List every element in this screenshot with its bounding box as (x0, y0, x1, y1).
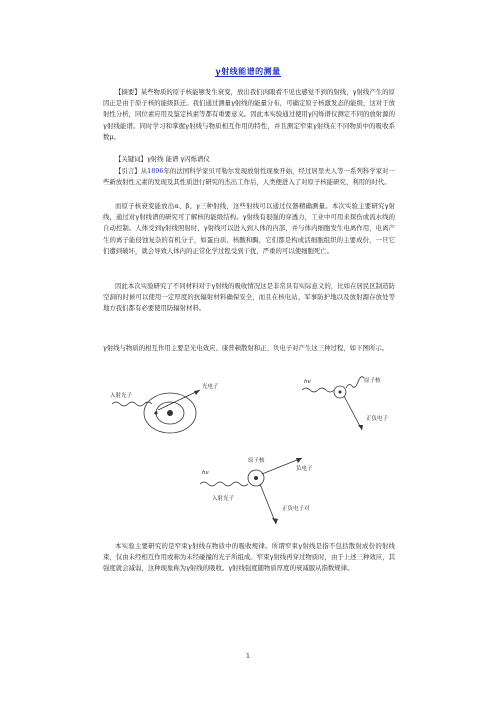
negative-electron-arrow (296, 458, 302, 463)
electron-dot (154, 411, 157, 414)
page-number: 1 (245, 652, 251, 660)
pair-production-diagram (196, 446, 326, 528)
absorption-paragraph: 本实验主要研究的是窄束γ射线在物质中的吸收规律。所谓窄束γ射线是指不包括散射成份的射线束，仅由未经相互作用或称为未经碰撞的光子所组成。窄束γ射线再穿过物质时，由于上述三种效应，其强度就会减弱，这种现象称为γ射线的吸收。γ射线强度随物质厚度的衰减服从指数规律。 (103, 542, 395, 573)
pair-incident-wave (200, 482, 248, 486)
intro-rest: 年的法国科学家贝可勒尔发现放射性现象开始，经过居里夫人等一系列科学家对一些新放射性元素的发现及其性质进行研究的杰出工作后，人类便进入了对原子核能研究、利用的时代。 (103, 167, 396, 187)
photoelectron-label: 光电子 (202, 384, 219, 390)
introduction-paragraph (103, 166, 395, 188)
positive-electron-path (260, 484, 276, 524)
rays-paragraph: 而原子核衰变能放出α、β、γ三种射线，这些射线可以通过仪器精确测量。本次实验主要研究γ射线，通过对γ射线谱的研究可了解核的能级结构。γ射线有很强的穿透力，工业中可用来探伤或流水线的自动控制。人体受到γ射线照射时，γ射线可以进入到人体的内部，并与体内细胞发生电离作用，电离产生的离子能侵蚀复杂的有机分子，如蛋白质、核酸和酶，它们都是构成活细胞组织的主要成份，一旦它们遭到破坏，就会导致人体内的正常化学过程受到干扰，严重的可以使细胞死亡。 (103, 202, 395, 255)
shielding-paragraph: 因此本次实验研究了不同材料对于γ射线的吸收情况这是非常具有实际意义的，比如在居民区制造防空洞的时候可以使用一定厚度的抗辐射材料确保安全，而且在核电站、军事防护地以及放射源存放处等地方我们都有必要使用防辐射材料。 (103, 282, 395, 313)
compton-electron-arrow (358, 425, 363, 430)
photoelectron-arrow (194, 390, 200, 395)
intro-year: 1896 (147, 167, 164, 175)
nucleus-dot (167, 410, 173, 416)
pair-incident-label: 入射光子 (212, 496, 235, 502)
compton-scattered-photon (346, 377, 364, 388)
pair-hv-label: hν (202, 470, 209, 476)
compton-hv-label: hν (304, 379, 311, 385)
intro-lead: 【引言】从 (115, 167, 148, 175)
pair-nucleus-dot (254, 476, 258, 480)
compton-nucleus-label: 原子核 (364, 378, 381, 384)
compton-electron-path (344, 396, 362, 430)
pair-nucleus-label: 原子核 (248, 458, 265, 464)
interaction-intro-paragraph: γ射线与物质的相互作用主要是光电效应、康普顿散射和正、负电子对产生这三种过程，如下图所示。 (103, 344, 389, 352)
document-title: γ射线能谱的测量 (215, 66, 281, 76)
photoelectric-diagram (108, 378, 238, 440)
incident-photon-label: 入射光子 (110, 393, 133, 399)
pair-negative-label: 负电子 (296, 466, 313, 472)
positive-electron-arrow (272, 518, 278, 524)
compton-electron-label: 正负电子 (366, 416, 389, 422)
keywords-line: 【关键词】γ射线 能谱 γ闪烁谱仪 (115, 155, 210, 163)
photoelectron-path (158, 390, 200, 410)
compton-nucleus-dot (339, 391, 342, 394)
compton-incident-wave (302, 388, 334, 392)
abstract-paragraph: 【摘要】某些物质的原子核能够发生衰变，放出我们肉眼看不见也感觉不到的射线，γ射线产生的原因正是由于原子核的能级跃迁。我们通过测量γ射线的能量分布，可确定原子核激发态的能级，这对于放射性分析，同位素应用及鉴定核素等都有重要意义。因此本实验通过使用γ闪烁谱仪测定不同的放射源的γ射线能谱。同时学习和掌握γ射线与物质相互作用的特性，并且测定窄束γ射线在不同物质中的吸收系数μ。 (103, 88, 395, 141)
pair-positive-label: 正负电子对 (282, 506, 310, 512)
compton-diagram (300, 372, 400, 442)
